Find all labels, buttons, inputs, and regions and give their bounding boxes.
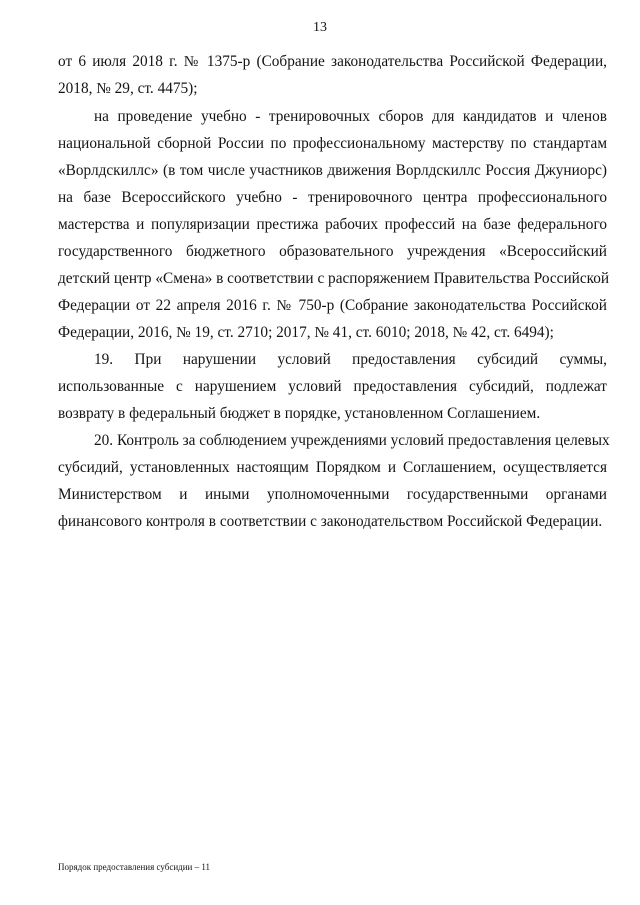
text-line: детский центр «Смена» в соответствии с распоряжением Правительства Российской [58,270,610,287]
text-line: мастерства и популяризации престижа рабочих профессий на базе федерального [58,216,607,233]
text-line: государственного бюджетного образовательного учреждения «Всероссийский [58,243,607,260]
text-line: 2018, № 29, ст. 4475); [58,80,198,97]
text-line: от 6 июля 2018 г. № 1375-р (Собрание законодательства Российской Федерации, [58,53,607,70]
text-line: Министерством и иными уполномоченными государственными органами [58,486,607,503]
footer-note: Порядок предоставления субсидии – 11 [58,862,211,872]
text-line: 19. При нарушении условий предоставления субсидий суммы, [94,351,607,368]
text-line: возврату в федеральный бюджет в порядке, установленном Соглашением. [58,405,541,422]
text-line: национальной сборной России по профессиональному мастерству по стандартам [58,135,607,152]
text-line: Федерации от 22 апреля 2016 г. № 750-р (Собрание законодательства Российской [58,297,607,314]
text-line: субсидий, установленных настоящим Порядком и Соглашением, осуществляется [58,459,607,476]
text-line: на базе Всероссийского учебно - тренировочного центра профессионального [58,189,607,206]
text-line: 20. Контроль за соблюдением учреждениями условий предоставления целевых [94,432,610,449]
text-line: Федерации, 2016, № 19, ст. 2710; 2017, № 41, ст. 6010; 2018, № 42, ст. 6494); [58,324,554,341]
text-line: «Ворлдскиллс» (в том числе участников движения Ворлдскиллс Россия Джуниорс) [58,162,607,179]
text-line: финансового контроля в соответствии с законодательством Российской Федерации. [58,513,603,530]
page-number: 13 [313,20,327,35]
text-line: использованные с нарушением условий предоставления субсидий, подлежат [58,378,607,395]
text-line: на проведение учебно - тренировочных сборов для кандидатов и членов [94,108,607,125]
